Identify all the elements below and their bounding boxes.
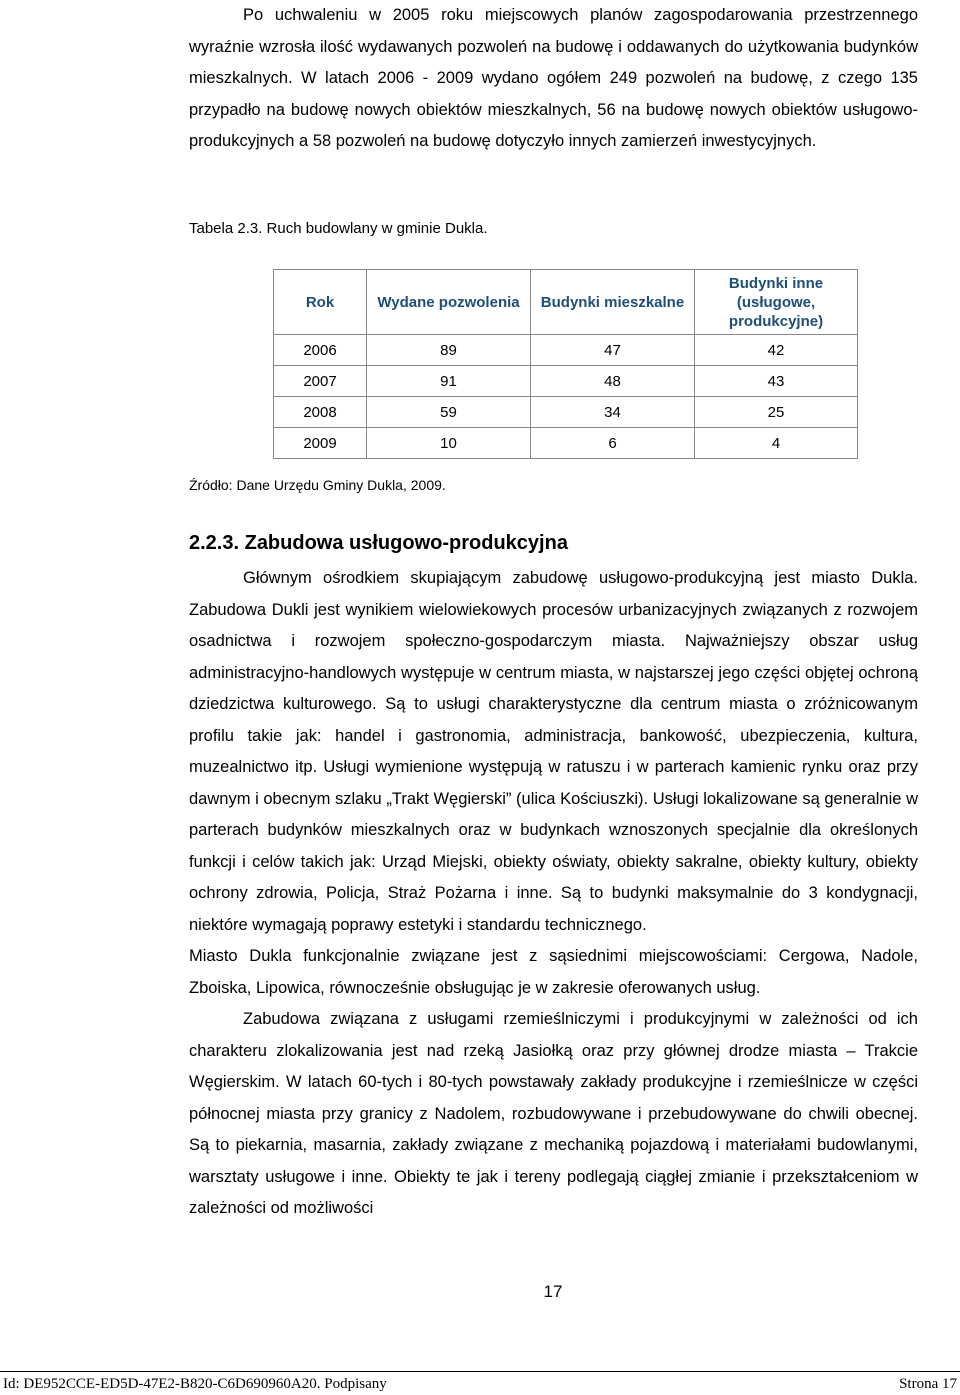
- cell-other: 42: [695, 335, 858, 366]
- table-header-row: [274, 270, 858, 335]
- intro-paragraph: Po uchwaleniu w 2005 roku miejscowych planów zagospodarowania przestrzennego wyraźnie wzrosła ilość wydawanych pozwoleń na budowę i oddawanych do użytkowania budynków mieszkalnych. W latach 2006 - 2009 wydano ogółem 249 pozwoleń na budowę, z czego 135 przypadło na budowę nowych obiektów mieszkalnych, 56 na budowę nowych obiektów usługowo-produkcyjnych a 58 pozwoleń na budowę dotyczyło innych zamierzeń inwestycyjnych.: [189, 6, 918, 150]
- cell-residential: 34: [531, 397, 695, 428]
- table-row: [274, 428, 858, 459]
- cell-permits: 91: [367, 366, 531, 397]
- cell-permits: 59: [367, 397, 531, 428]
- cell-residential: 6: [531, 428, 695, 459]
- cell-other: 43: [695, 366, 858, 397]
- table-row: [274, 335, 858, 366]
- cell-year: 2008: [274, 397, 367, 428]
- header-other: Budynki inne (usługowe, produkcyjne): [695, 270, 858, 335]
- footer-page-label: Strona 17: [899, 1376, 957, 1392]
- document-footer: [0, 1371, 960, 1395]
- building-permits-table: [273, 269, 858, 459]
- cell-residential: 47: [531, 335, 695, 366]
- cell-other: 4: [695, 428, 858, 459]
- header-year: Rok: [274, 270, 367, 335]
- body-text-block: [189, 563, 918, 1225]
- cell-year: 2006: [274, 335, 367, 366]
- table-source: Źródło: Dane Urzędu Gminy Dukla, 2009.: [189, 477, 446, 493]
- table-caption: Tabela 2.3. Ruch budowlany w gminie Dukla.: [189, 220, 488, 237]
- cell-year: 2009: [274, 428, 367, 459]
- section-heading: 2.2.3. Zabudowa usługowo-produkcyjna: [189, 532, 568, 554]
- cell-residential: 48: [531, 366, 695, 397]
- table-caption-block: [189, 220, 918, 237]
- body-paragraph: Miasto Dukla funkcjonalnie związane jest z sąsiednimi miejscowościami: Cergowa, Nadole, Zboiska, Lipowica, równocześnie obsługując je w zakresie oferowanych usług.: [189, 947, 918, 997]
- top-text-block: [189, 0, 918, 158]
- body-paragraph: Zabudowa związana z usługami rzemieślniczymi i produkcyjnymi w zależności od ich charakteru zlokalizowania jest nad rzeką Jasiołką oraz przy głównej drodze miasta – Trakcie Węgierskim. W latach 60-tych i 80-tych powstawały zakłady produkcyjne i rzemieślnicze w części północnej miasta przy granicy z Nadolem, rozbudowywane i przebudowywane do chwili obecnej. Są to piekarnia, masarnia, zakłady związane z mechaniką pojazdową i materiałami budowlanymi, warsztaty usługowe i inne. Obiekty te jak i tereny podlegają ciągłej zmianie i przekształceniom w zależności od możliwości: [189, 1010, 918, 1217]
- page-number: 17: [543, 1282, 563, 1301]
- body-paragraph: Głównym ośrodkiem skupiającym zabudowę usługowo-produkcyjną jest miasto Dukla. Zabudowa Dukli jest wynikiem wielowiekowych procesów urbanizacyjnych związanych z rozwojem osadnictwa i rozwojem społeczno-gospodarczym miasta. Najważniejszy obszar usług administracyjno-handlowych występuje w centrum miasta, w najstarszej jego części objętej ochroną dziedzictwa kulturowego. Są to usługi charakterystyczne dla centrum miasta o zróżnicowanym profilu takie jak: handel i gastronomia, administracja, bankowość, ubezpieczenia, kultura, muzealnictwo itp. Usługi wymienione występują w ratuszu i w parterach kamienic rynku oraz przy dawnym i obecnym szlaku „Trakt Węgierski” (ulica Kościuszki). Usługi lokalizowane są generalnie w parterach budynków mieszkalnych oraz w budynkach wznoszonych specjalnie dla określonych funkcji i celów takich jak: Urząd Miejski, obiekty oświaty, obiekty sakralne, obiekty kultury, obiekty ochrony zdrowia, Policja, Straż Pożarna i inne. Są to budynki maksymalnie do 3 kondygnacji, niektóre wymagają poprawy estetyki i standardu technicznego.: [189, 569, 918, 934]
- header-residential: Budynki mieszkalne: [531, 270, 695, 335]
- footer-document-id: Id: DE952CCE-ED5D-47E2-B820-C6D690960A20. Podpisany: [3, 1376, 387, 1392]
- cell-permits: 89: [367, 335, 531, 366]
- cell-other: 25: [695, 397, 858, 428]
- table-row: [274, 366, 858, 397]
- table-row: [274, 397, 858, 428]
- cell-permits: 10: [367, 428, 531, 459]
- cell-year: 2007: [274, 366, 367, 397]
- header-permits: Wydane pozwolenia: [367, 270, 531, 335]
